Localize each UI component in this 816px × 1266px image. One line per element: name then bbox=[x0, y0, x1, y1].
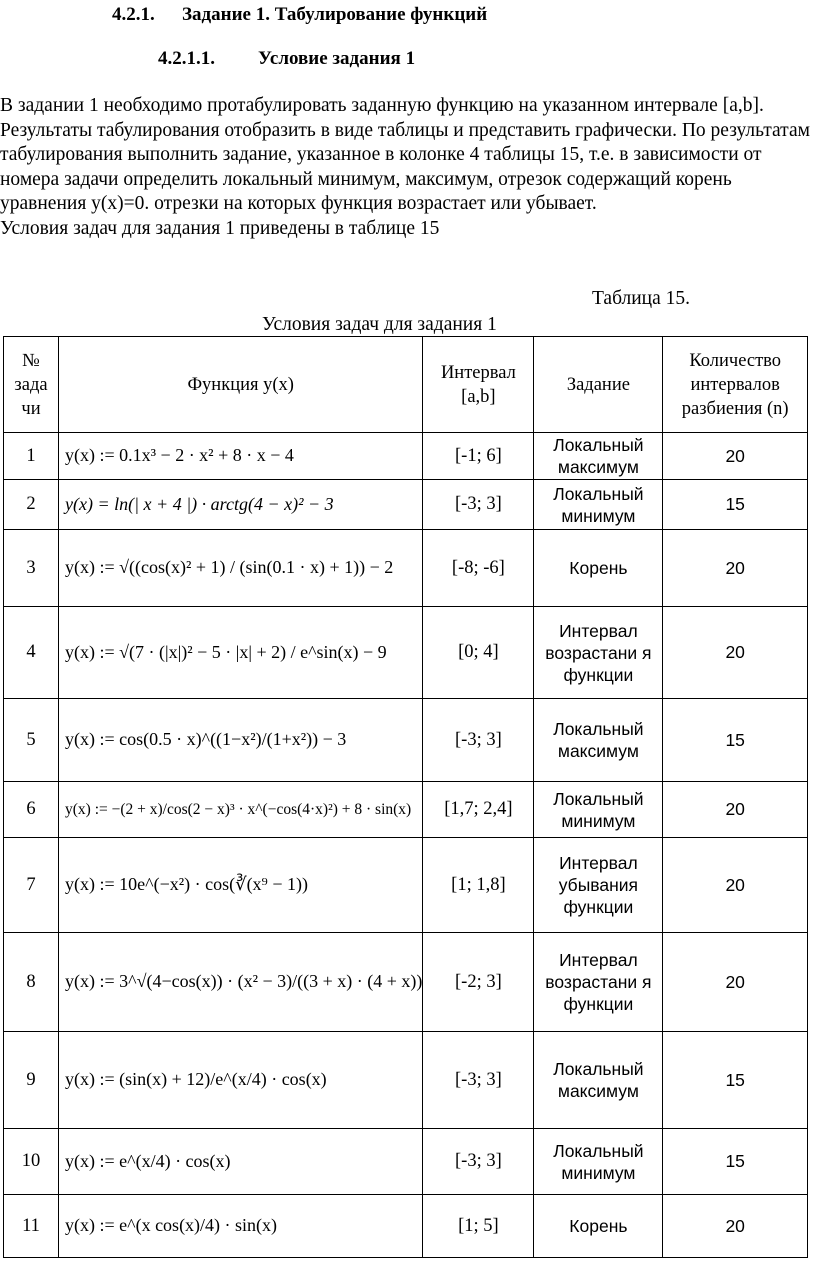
header-function: Функция y(x) bbox=[59, 337, 423, 433]
row-interval: [-1; 6] bbox=[423, 433, 534, 480]
row-count: 20 bbox=[663, 1195, 808, 1258]
row-formula bbox=[59, 782, 423, 838]
row-interval: [-3; 3] bbox=[423, 1129, 534, 1195]
row-formula bbox=[59, 607, 423, 699]
table-row bbox=[4, 782, 808, 838]
row-count: 20 bbox=[663, 838, 808, 933]
row-task: Корень bbox=[534, 1195, 663, 1258]
table-row bbox=[4, 480, 808, 530]
row-interval: [0; 4] bbox=[423, 607, 534, 699]
row-count: 20 bbox=[663, 933, 808, 1032]
formula-text: y(x) := 3^√(4−cos(x)) · (x² − 3)/((3 + x) · (4 + x)) bbox=[65, 971, 423, 991]
row-count: 20 bbox=[663, 607, 808, 699]
row-task: Локальный максимум bbox=[534, 699, 663, 782]
row-interval: [-3; 3] bbox=[423, 1032, 534, 1129]
row-formula bbox=[59, 1195, 423, 1258]
section-number: 4.2.1. bbox=[112, 4, 155, 25]
formula-text: y(x) := √(7 · (|x|)² − 5 · |x| + 2) / e^sin(x) − 9 bbox=[65, 641, 387, 662]
formula-text: y(x) := −(2 + x)/cos(2 − x)³ · x^(−cos(4·x)²) + 8 · sin(x) bbox=[65, 801, 412, 818]
table-row bbox=[4, 1032, 808, 1129]
row-count: 15 bbox=[663, 1129, 808, 1195]
formula-text: y(x) := (sin(x) + 12)/e^(x/4) · cos(x) bbox=[65, 1069, 327, 1089]
table-row bbox=[4, 699, 808, 782]
table-row bbox=[4, 433, 808, 480]
row-number: 7 bbox=[4, 838, 59, 933]
header-count: Количество интервалов разбиения (n) bbox=[663, 337, 808, 433]
formula-text: y(x) := √((cos(x)² + 1) / (sin(0.1 · x) + 1)) − 2 bbox=[65, 557, 394, 577]
row-number: 10 bbox=[4, 1129, 59, 1195]
row-task: Интервал убывания функции bbox=[534, 838, 663, 933]
task-description: В задании 1 необходимо протабулировать заданную функцию на указанном интервале [a,b]. Результаты табулирования отобразить в виде таблицы и представить графически. По результатам табулирования выполнить задание, указанное в колонке 4 таблицы 15, т.е. в зависимости от номера задачи определить локальный минимум, максимум, отрезок содержащий корень уравнения y(x)=0. отрезки на которых функция возрастает или убывает. bbox=[0, 95, 810, 214]
section-title: Задание 1. Табулирование функций bbox=[182, 4, 488, 25]
header-task: Задание bbox=[534, 337, 663, 433]
table-row bbox=[4, 1129, 808, 1195]
row-formula bbox=[59, 480, 423, 530]
subsection-heading bbox=[158, 48, 415, 70]
table-row bbox=[4, 607, 808, 699]
row-formula bbox=[59, 1032, 423, 1129]
row-count: 20 bbox=[663, 530, 808, 607]
row-interval: [-2; 3] bbox=[423, 933, 534, 1032]
row-count: 15 bbox=[663, 699, 808, 782]
table-row bbox=[4, 933, 808, 1032]
table-reference: Условия задач для задания 1 приведены в таблице 15 bbox=[0, 217, 440, 239]
row-number: 2 bbox=[4, 480, 59, 530]
row-number: 5 bbox=[4, 699, 59, 782]
row-interval: [-8; -6] bbox=[423, 530, 534, 607]
row-interval: [1; 5] bbox=[423, 1195, 534, 1258]
header-number: № зада чи bbox=[4, 337, 59, 433]
row-count: 20 bbox=[663, 782, 808, 838]
row-count: 15 bbox=[663, 1032, 808, 1129]
row-formula bbox=[59, 933, 423, 1032]
row-task: Локальный максимум bbox=[534, 433, 663, 480]
table-row bbox=[4, 838, 808, 933]
formula-text: y(x) := cos(0.5 · x)^((1−x²)/(1+x²)) − 3 bbox=[65, 729, 347, 749]
row-number: 1 bbox=[4, 433, 59, 480]
row-count: 20 bbox=[663, 433, 808, 480]
row-number: 3 bbox=[4, 530, 59, 607]
row-number: 8 bbox=[4, 933, 59, 1032]
row-number: 4 bbox=[4, 607, 59, 699]
conditions-table bbox=[3, 336, 808, 1258]
row-formula bbox=[59, 1129, 423, 1195]
table-title: Условия задач для задания 1 bbox=[262, 314, 497, 335]
table-row bbox=[4, 530, 808, 607]
formula-text: y(x) := 0.1x³ − 2 · x² + 8 · x − 4 bbox=[65, 445, 294, 465]
formula-text: y(x) = ln(| x + 4 |) · arctg(4 − x)² − 3 bbox=[65, 493, 334, 514]
table-row bbox=[4, 1195, 808, 1258]
row-task: Корень bbox=[534, 530, 663, 607]
body-text bbox=[0, 94, 816, 241]
row-formula bbox=[59, 838, 423, 933]
row-task: Локальный максимум bbox=[534, 1032, 663, 1129]
row-formula bbox=[59, 699, 423, 782]
section-heading bbox=[112, 4, 487, 26]
row-count: 15 bbox=[663, 480, 808, 530]
row-task: Интервал возрастани я функции bbox=[534, 607, 663, 699]
row-interval: [-3; 3] bbox=[423, 480, 534, 530]
formula-text: y(x) := 10e^(−x²) · cos(∛(x⁹ − 1)) bbox=[65, 874, 308, 894]
table-header-row bbox=[4, 337, 808, 433]
table-caption: Таблица 15. bbox=[592, 288, 691, 309]
subsection-title: Условие задания 1 bbox=[258, 48, 416, 69]
row-interval: [1,7; 2,4] bbox=[423, 782, 534, 838]
row-number: 11 bbox=[4, 1195, 59, 1258]
subsection-number: 4.2.1.1. bbox=[158, 48, 215, 69]
row-task: Интервал возрастани я функции bbox=[534, 933, 663, 1032]
row-interval: [-3; 3] bbox=[423, 699, 534, 782]
formula-text: y(x) := e^(x cos(x)/4) · sin(x) bbox=[65, 1215, 278, 1235]
row-number: 6 bbox=[4, 782, 59, 838]
row-task: Локальный минимум bbox=[534, 782, 663, 838]
row-formula bbox=[59, 530, 423, 607]
formula-text: y(x) := e^(x/4) · cos(x) bbox=[65, 1150, 231, 1171]
row-task: Локальный минимум bbox=[534, 1129, 663, 1195]
header-interval: Интервал [a,b] bbox=[423, 337, 534, 433]
row-interval: [1; 1,8] bbox=[423, 838, 534, 933]
row-formula bbox=[59, 433, 423, 480]
row-task: Локальный минимум bbox=[534, 480, 663, 530]
row-number: 9 bbox=[4, 1032, 59, 1129]
